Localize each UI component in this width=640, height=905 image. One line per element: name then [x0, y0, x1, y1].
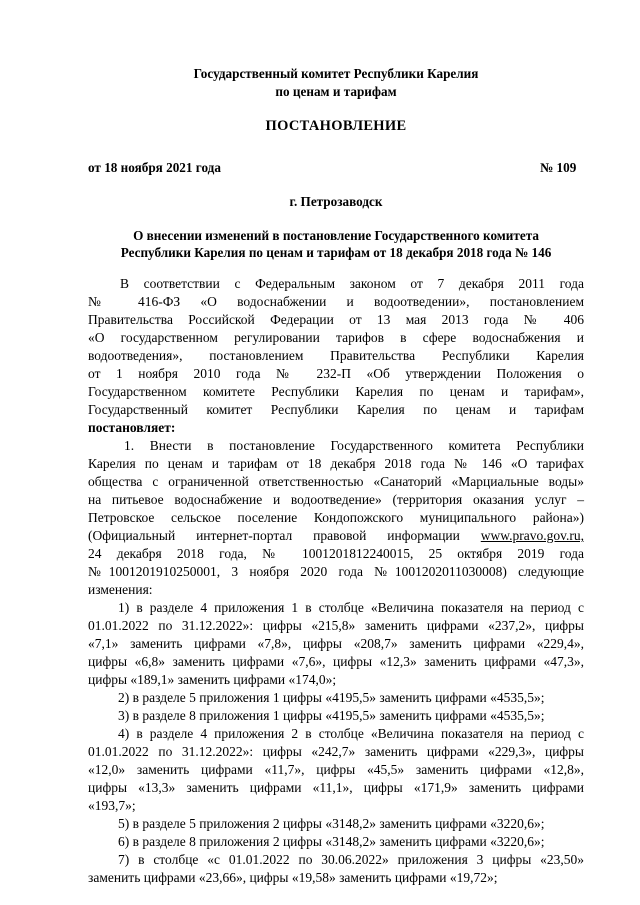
body-line: водоотведения», постановлением Правительства Республики Карелия	[88, 348, 584, 363]
body-line: «О государственном регулировании тарифов в сфере водоснабжения и	[88, 330, 584, 345]
body-line: цифры «6,8» заменить цифрами «7,6», цифры «12,3» заменить цифрами «47,3»,	[88, 654, 584, 669]
body-line: «193,7»;	[88, 798, 136, 813]
body-line: «12,0» заменить цифрами «11,7», цифры «45,5» заменить цифрами «12,8»,	[88, 762, 584, 777]
pravo-gov-link[interactable]: www.pravo.gov.ru,	[480, 528, 584, 543]
document-number: № 109	[540, 160, 577, 175]
body-line: 7) в столбце «с 01.01.2022 по 30.06.2022» приложения 3 цифры «23,50»	[118, 852, 584, 867]
body-line: от 1 ноября 2010 года № 232-П «Об утверждении Положения о	[88, 366, 584, 381]
body-line-postanovlyaet: постановляет:	[88, 420, 176, 435]
body-line: 3) в разделе 8 приложения 1 цифры «4195,5» заменить цифрами «4535,5»;	[118, 708, 545, 723]
document-title-line1: О внесении изменений в постановление Государственного комитета	[133, 228, 539, 243]
body-line: 5) в разделе 5 приложения 2 цифры «3148,2» заменить цифрами «3220,6»;	[118, 816, 545, 831]
body-line: на питьевое водоснабжение и водоотведение» (территория оказания услуг –	[88, 492, 584, 507]
body-line: 1) в разделе 4 приложения 1 в столбце «Величина показателя на период с	[118, 600, 584, 615]
body-line: 01.01.2022 по 31.12.2022»: цифры «215,8» заменить цифрами «237,2», цифры	[88, 618, 584, 633]
body-line: 2) в разделе 5 приложения 1 цифры «4195,5» заменить цифрами «4535,5»;	[118, 690, 545, 705]
body-line: общества с ограниченной ответственностью «Санаторий «Марциальные воды»	[88, 474, 584, 489]
document-date: от 18 ноября 2021 года	[88, 160, 221, 175]
body-line: цифры «13,3» заменить цифрами «11,1», цифры «171,9» заменить цифрами	[88, 780, 584, 795]
body-line: 6) в разделе 8 приложения 2 цифры «3148,2» заменить цифрами «3220,6»;	[118, 834, 545, 849]
body-line: Карелия по ценам и тарифам от 18 декабря 2018 года № 146 «О тарифах	[88, 456, 584, 471]
document-city: г. Петрозаводск	[289, 194, 383, 209]
body-line: В соответствии с Федеральным законом от 7 декабря 2011 года	[120, 276, 584, 291]
body-line: №1001201910250001, 3 ноября 2020 года №1001202011030008) следующие	[88, 564, 584, 579]
body-line: № 416-ФЗ «О водоснабжении и водоотведении», постановлением	[88, 294, 584, 309]
document-type: ПОСТАНОВЛЕНИЕ	[265, 118, 407, 134]
org-name-line1: Государственный комитет Республики Карелия	[193, 66, 479, 81]
body-line: Государственном комитете Республики Карелия по ценам и тарифам»,	[88, 384, 584, 399]
body-line: заменить цифрами «23,66», цифры «19,58» заменить цифрами «19,72»;	[88, 870, 498, 885]
body-line: Правительства Российской Федерации от 13 мая 2013 года № 406	[88, 312, 584, 327]
org-name-line2: по ценам и тарифам	[275, 84, 397, 99]
body-line: Петровское сельское поселение Кондопожского муниципального района»)	[88, 510, 584, 525]
body-line: Государственный комитет Республики Карелия по ценам и тарифам	[88, 402, 584, 417]
body-line: (Официальный интернет-портал правовой информации www.pravo.gov.ru,	[88, 528, 584, 543]
document-title-line2: Республики Карелия по ценам и тарифам от 18 декабря 2018 года № 146	[120, 245, 552, 260]
body-line: 01.01.2022 по 31.12.2022»: цифры «242,7» заменить цифрами «229,3», цифры	[88, 744, 584, 759]
body-line: 1. Внести в постановление Государственного комитета Республики	[124, 438, 584, 453]
body-line: цифры «189,1» заменить цифрами «174,0»;	[88, 672, 337, 687]
body-line: 24 декабря 2018 года, № 1001201812240015, 25 октября 2019 года	[88, 546, 584, 561]
body-line: «7,1» заменить цифрами «7,8», цифры «208,7» заменить цифрами «229,4»,	[88, 636, 584, 651]
body-line: 4) в разделе 4 приложения 2 в столбце «Величина показателя на период с	[118, 726, 584, 741]
body-line: изменения:	[88, 582, 153, 597]
